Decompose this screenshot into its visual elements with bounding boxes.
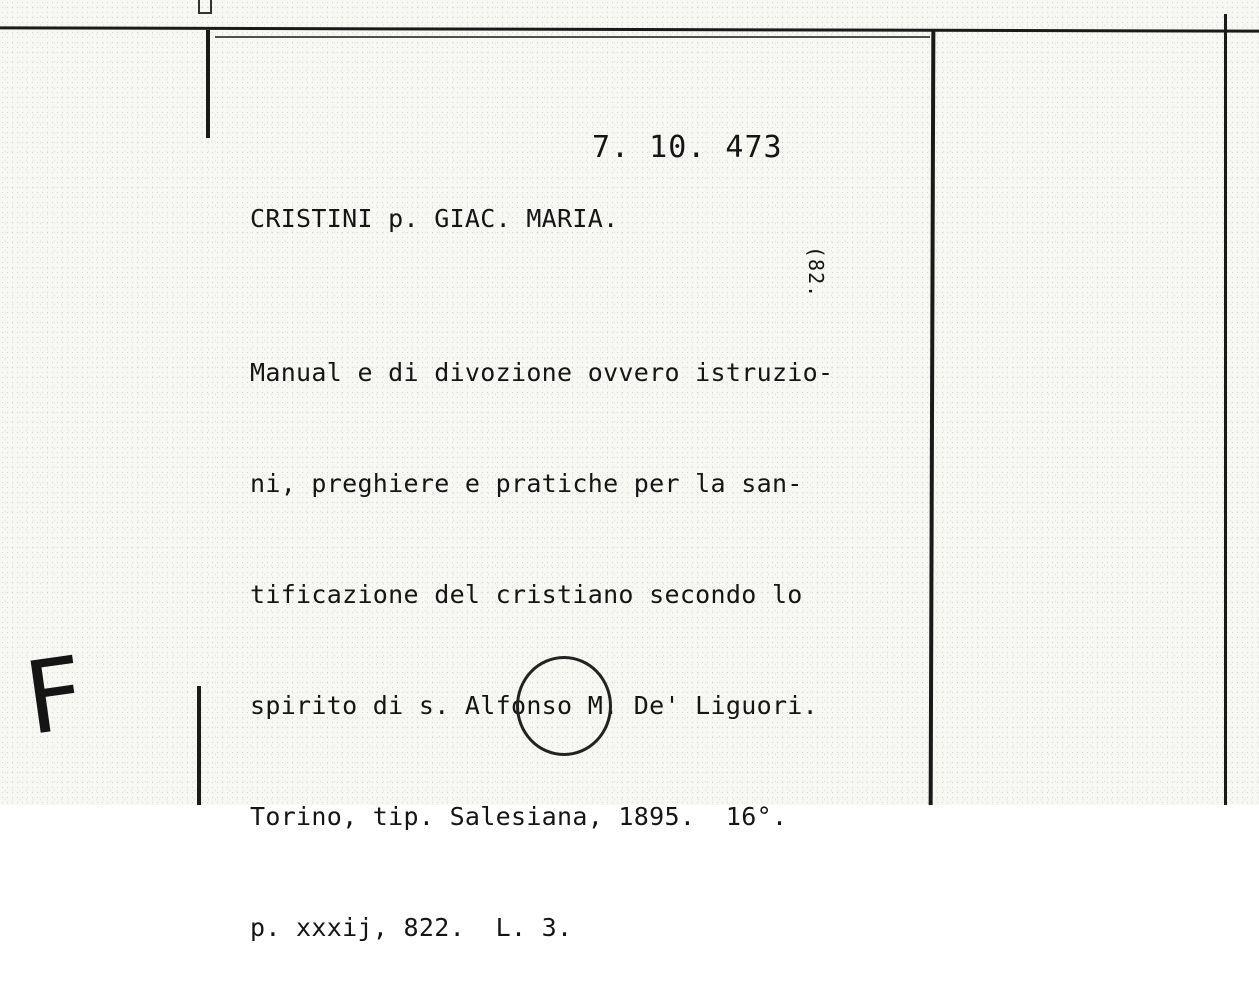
entry-line: tificazione del cristiano secondo lo xyxy=(250,580,803,609)
entry-line: ni, preghiere e pratiche per la san- xyxy=(250,469,803,498)
card-left-edge-lower xyxy=(197,686,201,805)
entry-line: p. xxxij, 822. L. 3. xyxy=(250,913,573,942)
shelf-letter: F xyxy=(18,633,92,758)
catalog-number: 7. 10. 473 xyxy=(592,130,783,165)
entry-line: spirito di s. Alfonso M. De' Liguori. xyxy=(250,691,818,720)
card-inner-top-line xyxy=(215,36,930,38)
punch-hole-circle xyxy=(516,656,612,756)
far-right-edge xyxy=(1224,14,1227,805)
entry-line: Manual e di divozione ovvero istruzio- xyxy=(250,358,834,387)
author-heading: CRISTINI p. GIAC. MARIA. xyxy=(250,204,619,233)
title-entry xyxy=(250,280,833,983)
side-mark: (82. xyxy=(804,246,828,299)
tab-mark-icon xyxy=(198,0,212,14)
entry-line: Torino, tip. Salesiana, 1895. 16°. xyxy=(250,802,788,831)
card-left-edge xyxy=(206,30,210,138)
